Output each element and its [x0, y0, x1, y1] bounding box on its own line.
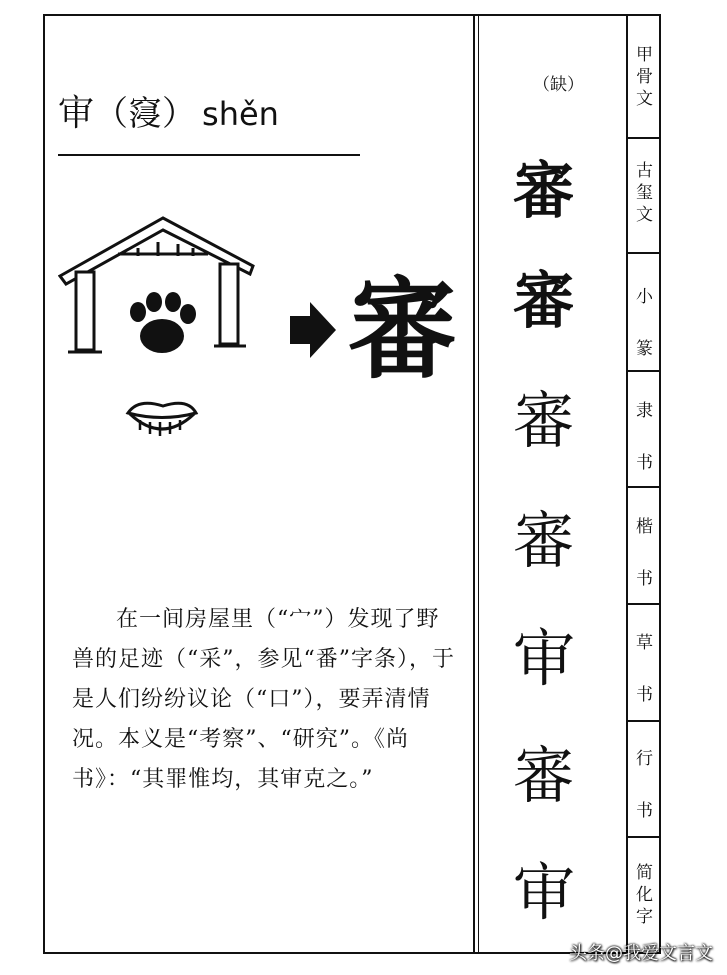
- label-oracle: 甲 骨 文: [636, 45, 653, 109]
- headword-traditional: （䆮）: [94, 94, 197, 134]
- column-divider-thin: [478, 14, 479, 954]
- glyph-running: 審: [512, 739, 575, 812]
- etymology-illustration: [58, 208, 458, 448]
- label-divider: [626, 720, 661, 722]
- glyph-regular: 審: [512, 504, 575, 577]
- glyph-simplified: 审: [512, 856, 575, 929]
- label-divider: [626, 252, 661, 254]
- headword-underline: [58, 154, 360, 156]
- label-divider: [626, 370, 661, 372]
- headword: [58, 93, 279, 134]
- watermark: 头条@我爱文言文: [569, 943, 713, 964]
- glyph-small-seal: 審: [512, 264, 575, 337]
- explanation-text: 在一间房屋里（“宀”）发现了野兽的足迹（“采”，参见“番”字条），于是人们纷纷议论（“口”），要弄清情况。本义是“考察”、“研究”。《尚书》：“其罪惟均，其审克之。”: [72, 607, 455, 792]
- label-small-seal: 小 篆: [636, 287, 653, 359]
- glyph-cursive: 审: [512, 622, 575, 695]
- result-glyph: 審: [348, 265, 458, 394]
- label-divider: [626, 486, 661, 488]
- column-divider: [473, 14, 475, 954]
- label-divider: [626, 836, 661, 838]
- glyph-clerical: 審: [512, 384, 575, 457]
- label-divider: [626, 603, 661, 605]
- headword-pinyin: shěn: [202, 95, 279, 133]
- headword-character: 审: [58, 93, 95, 134]
- label-running: 行 书: [636, 749, 653, 821]
- paw-print-icon: [130, 292, 196, 353]
- mouth-icon: [128, 403, 196, 436]
- label-regular: 楷 书: [636, 517, 653, 589]
- label-simplified: 简 化 字: [636, 863, 653, 927]
- label-cursive: 草 书: [636, 633, 653, 705]
- label-divider: [626, 137, 661, 139]
- glyph-seal-script: 審: [512, 154, 575, 227]
- oracle-missing-note: （缺）: [533, 75, 584, 95]
- label-clerical: 隶 书: [636, 401, 653, 473]
- label-seal: 古 玺 文: [636, 161, 653, 225]
- arrow-right-icon: [290, 302, 336, 358]
